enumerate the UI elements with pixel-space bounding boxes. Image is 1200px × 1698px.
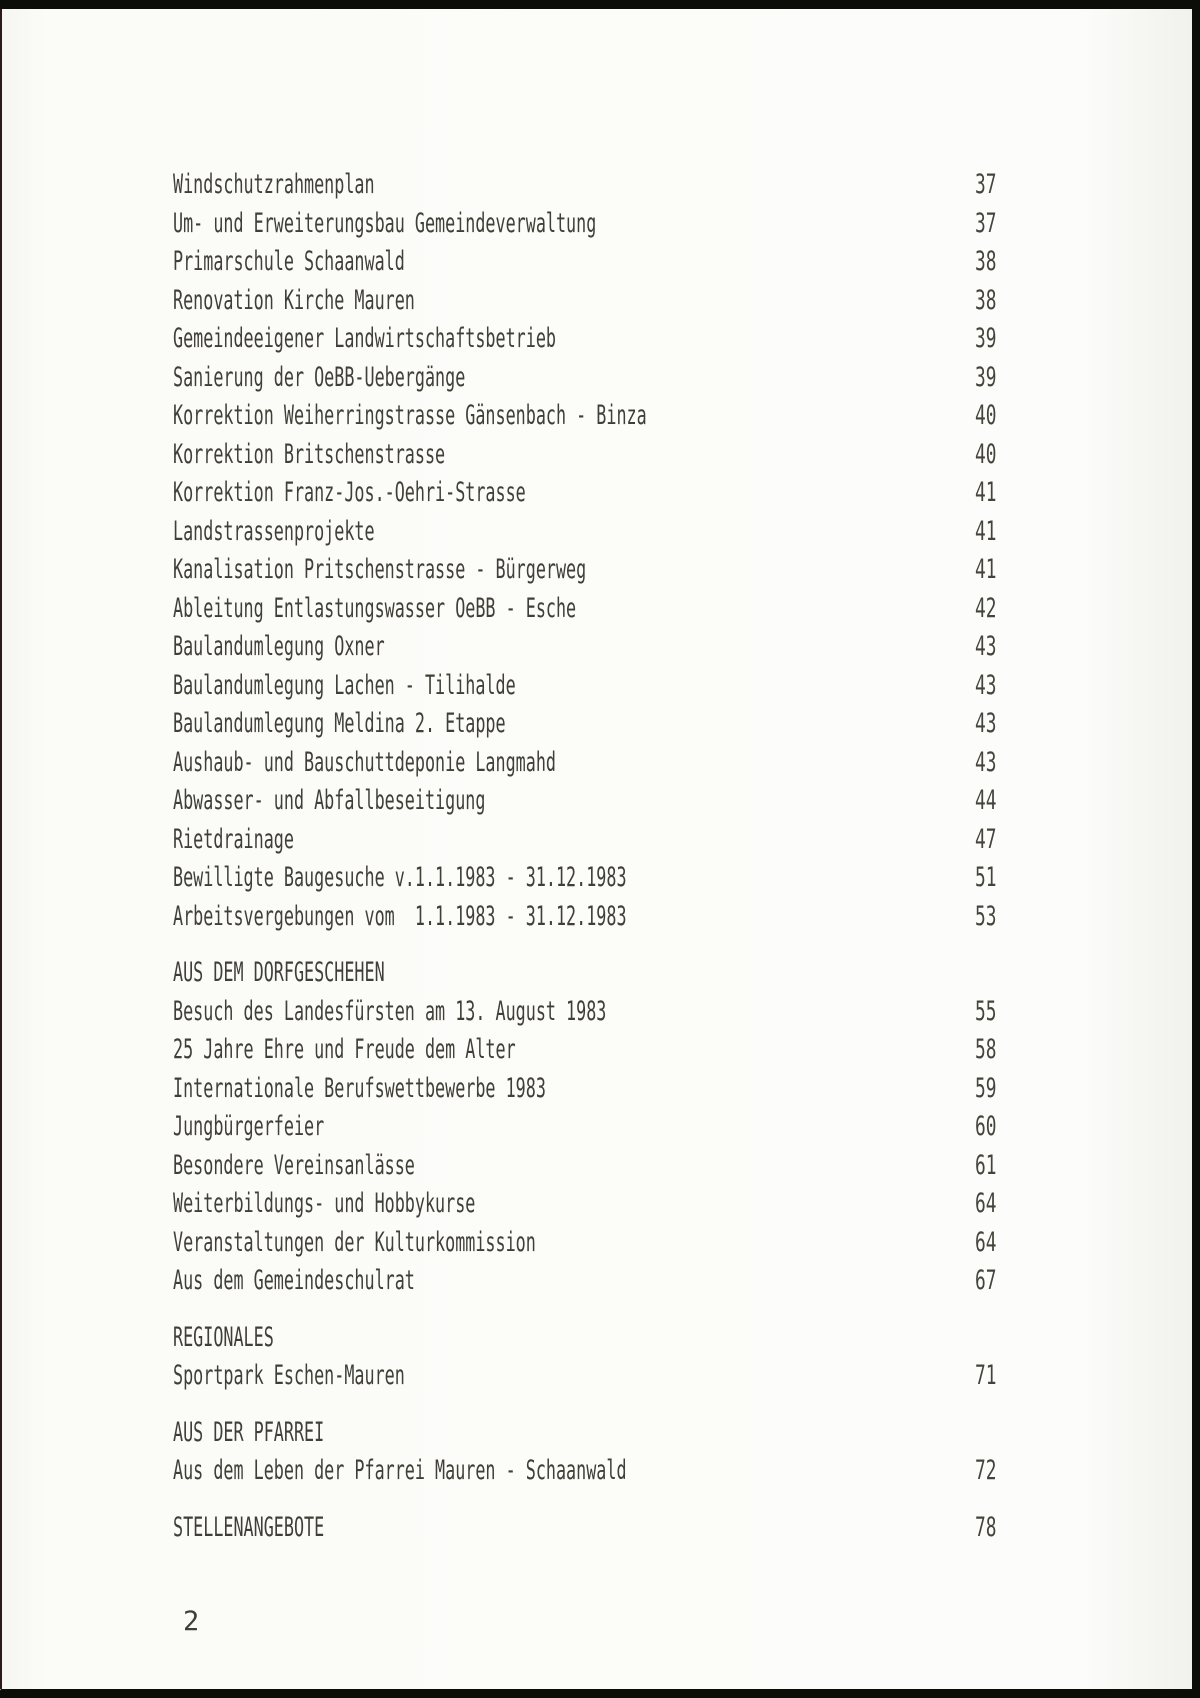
toc-row [173,1509,997,1548]
toc-page-number: 53 [975,900,997,932]
section-header: STELLENANGEBOTE [173,1511,325,1543]
toc-page-number: 40 [975,400,997,431]
toc-row [173,954,997,993]
toc-item-label: Jungbürgerfeier [173,1111,325,1142]
toc-row [173,628,997,667]
toc-page-number: 64 [975,1188,997,1219]
toc-row [173,821,997,860]
toc-item-label: Sportpark Eschen-Mauren [173,1360,405,1391]
toc-row [173,1070,997,1109]
toc-item-label: Veranstaltungen der Kulturkommission [173,1226,536,1258]
toc-row [173,1262,997,1301]
toc-page-number: 71 [975,1360,997,1391]
toc-item-label: Besondere Vereinsanlässe [173,1149,415,1181]
toc-row [173,513,997,552]
toc-page-number: 60 [975,1111,997,1142]
toc-item-label: Baulandumlegung Meldina 2. Etappe [173,708,506,739]
toc-item-label: Um- und Erweiterungsbau Gemeindeverwaltung [173,207,597,239]
scan-edge-bottom [0,1689,1200,1698]
toc-row [173,1414,997,1453]
toc-item-label: Abwasser- und Abfallbeseitigung [173,785,486,816]
toc-page-number: 61 [975,1149,997,1181]
toc-item-label: Renovation Kirche Mauren [173,284,415,316]
toc-row [173,1224,997,1263]
toc-row [173,859,997,898]
toc-page-number: 41 [975,477,997,508]
toc-page-number: 67 [975,1265,997,1296]
table-of-contents [173,166,997,1547]
toc-page-number: 44 [975,785,997,816]
toc-item-label: Aushaub- und Bauschuttdeponie Langmahd [173,746,556,778]
footer-page-number: 2 [183,1606,200,1637]
toc-row [173,205,997,244]
toc-page-number: 37 [975,169,997,200]
toc-page-number: 42 [975,592,997,624]
toc-item-label: Korrektion Weiherringstrasse Gänsenbach - Binza [173,400,647,431]
toc-row [173,1108,997,1147]
toc-row [173,551,997,590]
toc-row [173,705,997,744]
toc-item-label: Bewilligte Baugesuche v.1.1.1983 - 31.12.1983 [173,862,627,893]
toc-page-number: 43 [975,669,997,701]
toc-page-number: 72 [975,1455,997,1486]
toc-page-number: 58 [975,1034,997,1065]
toc-row [173,993,997,1032]
toc-page-number: 41 [975,515,997,547]
toc-item-label: Landstrassenprojekte [173,515,375,547]
toc-row [173,474,997,513]
toc-item-label: 25 Jahre Ehre und Freude dem Alter [173,1034,516,1065]
toc-row [173,1319,997,1358]
toc-page-number: 38 [975,284,997,316]
section-header: AUS DER PFARREI [173,1416,325,1448]
toc-item-label: Baulandumlegung Oxner [173,631,385,662]
toc-row [173,1185,997,1224]
toc-row [173,667,997,706]
toc-row [173,359,997,398]
toc-item-label: Aus dem Gemeindeschulrat [173,1265,415,1296]
toc-row [173,243,997,282]
toc-page-number: 43 [975,631,997,662]
toc-section [173,954,997,1301]
toc-section [173,1509,997,1548]
toc-page-number: 40 [975,438,997,470]
toc-page-number: 43 [975,708,997,739]
toc-row [173,782,997,821]
page-footer [183,1603,199,1642]
toc-item-label: Arbeitsvergebungen vom 1.1.1983 - 31.12.1983 [173,900,627,932]
toc-row [173,282,997,321]
toc-page-number: 43 [975,746,997,778]
toc-item-label: Korrektion Britschenstrasse [173,438,446,470]
toc-item-label: Aus dem Leben der Pfarrei Mauren - Schaanwald [173,1455,627,1486]
toc-item-label: Primarschule Schaanwald [173,246,405,277]
toc-page-number: 38 [975,246,997,277]
toc-section [173,1414,997,1491]
toc-row [173,397,997,436]
toc-page-number: 78 [975,1511,997,1543]
toc-row [173,436,997,475]
toc-item-label: Kanalisation Pritschenstrasse - Bürgerweg [173,554,587,585]
toc-item-label: Rietdrainage [173,823,294,855]
toc-row [173,320,997,359]
toc-row [173,166,997,205]
toc-row [173,1452,997,1491]
toc-item-label: Baulandumlegung Lachen - Tilihalde [173,669,516,701]
toc-page-number: 51 [975,862,997,893]
section-header: AUS DEM DORFGESCHEHEN [173,957,385,988]
toc-row [173,590,997,629]
toc-page-number: 39 [975,361,997,393]
toc-section [173,1319,997,1396]
section-header: REGIONALES [173,1321,274,1353]
toc-item-label: Weiterbildungs- und Hobbykurse [173,1188,476,1219]
toc-item-label: Besuch des Landesfürsten am 13. August 1983 [173,995,607,1027]
toc-section [173,166,997,936]
toc-item-label: Windschutzrahmenplan [173,169,375,200]
toc-row [173,1031,997,1070]
toc-item-label: Ableitung Entlastungswasser OeBB - Esche [173,592,577,624]
toc-page-number: 39 [975,323,997,354]
toc-row [173,898,997,937]
toc-item-label: Internationale Berufswettbewerbe 1983 [173,1072,546,1104]
toc-item-label: Gemeindeeigener Landwirtschaftsbetrieb [173,323,556,354]
toc-item-label: Korrektion Franz-Jos.-Oehri-Strasse [173,477,526,508]
toc-row [173,1357,997,1396]
toc-page-number: 59 [975,1072,997,1104]
toc-row [173,1147,997,1186]
toc-page-number: 55 [975,995,997,1027]
scan-edge-left [0,9,2,1689]
scan-edge-right [1192,0,1200,1698]
toc-page-number: 37 [975,207,997,239]
toc-item-label: Sanierung der OeBB-Uebergänge [173,361,466,393]
scan-edge-top [0,0,1200,9]
toc-page-number: 47 [975,823,997,855]
toc-row [173,744,997,783]
toc-page-number: 64 [975,1226,997,1258]
toc-page-number: 41 [975,554,997,585]
